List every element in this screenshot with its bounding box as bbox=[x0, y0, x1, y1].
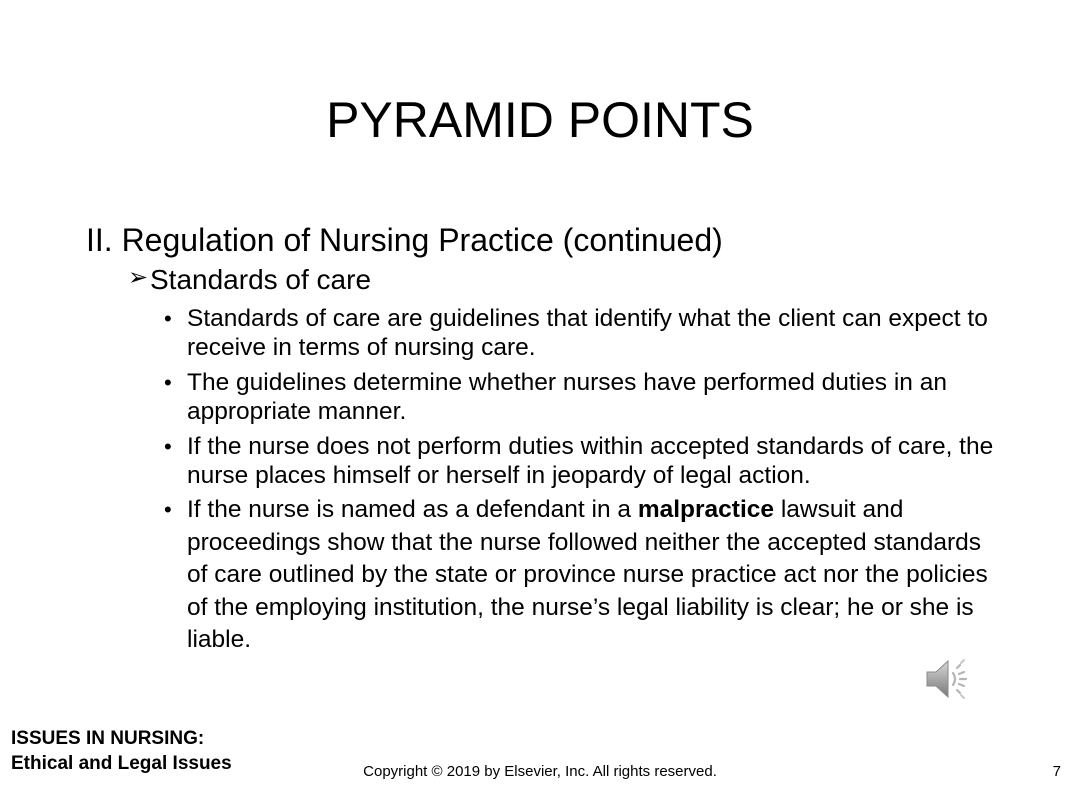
copyright: Copyright © 2019 by Elsevier, Inc. All rights reserved. bbox=[363, 763, 717, 780]
bold-term: malpractice bbox=[637, 496, 775, 523]
bullet-dot-icon: • bbox=[164, 434, 172, 459]
bullet-text: If the nurse does not perform duties within accepted standards of care, the nurse places himself or herself in jeopardy of legal action. bbox=[187, 433, 994, 489]
bullet-text-before: If the nurse is named as a defendant in a bbox=[187, 496, 638, 523]
speaker-icon[interactable] bbox=[924, 656, 974, 702]
bullet-text: The guidelines determine whether nurses have performed duties in an appropriate manner. bbox=[187, 369, 947, 425]
slide-title: PYRAMID POINTS bbox=[326, 92, 754, 148]
bullet-text-after: lawsuit and proceedings show that the nurse followed neither the accepted standards of care outlined by the state or province nurse practice act nor the policies of the employing institution, the nurse’s legal liability is clear; he or she is liable. bbox=[187, 496, 988, 653]
page-number: 7 bbox=[1052, 763, 1061, 780]
bullet-item bbox=[164, 368, 994, 426]
bullet-dot-icon: • bbox=[164, 497, 172, 522]
subheading bbox=[128, 263, 371, 297]
bullet-item bbox=[164, 494, 994, 657]
subheading-label: Standards of care bbox=[150, 264, 372, 295]
bullet-list bbox=[164, 304, 994, 663]
bullet-item bbox=[164, 432, 994, 490]
arrow-bullet-icon: ➢ bbox=[128, 264, 149, 291]
book-title-line1: ISSUES IN NURSING: bbox=[11, 728, 205, 749]
bullet-text: Standards of care are guidelines that identify what the client can expect to receive in terms of nursing care. bbox=[187, 305, 988, 361]
section-heading: II. Regulation of Nursing Practice (continued) bbox=[86, 222, 723, 258]
bullet-dot-icon: • bbox=[164, 306, 172, 331]
bullet-dot-icon: • bbox=[164, 370, 172, 395]
bullet-item bbox=[164, 304, 994, 362]
book-title-line2: Ethical and Legal Issues bbox=[11, 753, 232, 774]
